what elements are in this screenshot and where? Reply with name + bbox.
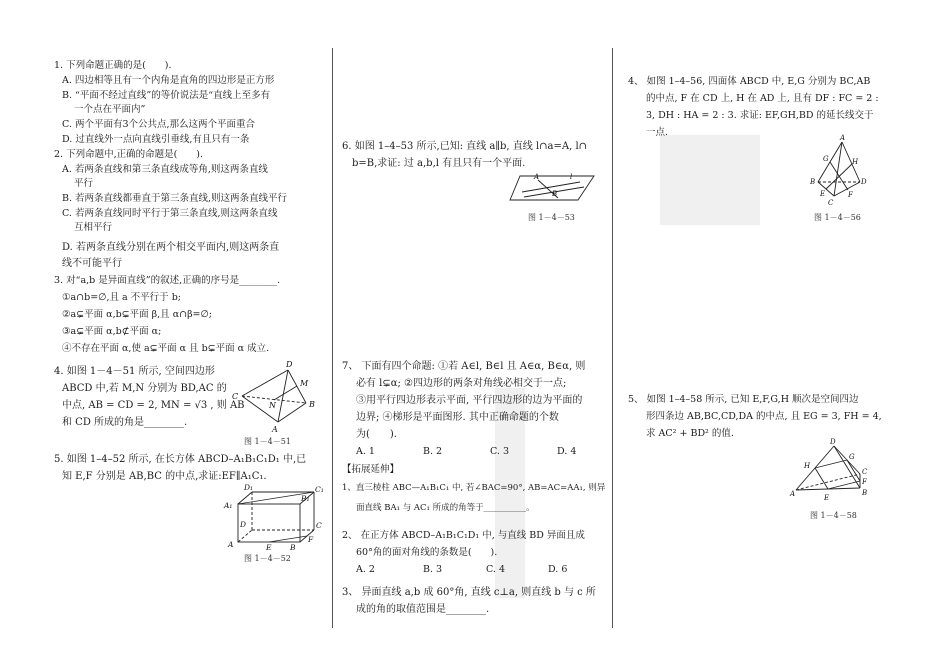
q4-line-3: 中点, AB = CD = 2, MN = √3 , 则 AB: [62, 400, 245, 411]
figure-caption: 图 1－4－58: [810, 511, 857, 520]
label-a: A: [228, 540, 234, 549]
q2-option-a-cont: 平行: [74, 178, 94, 189]
label-g: G: [849, 453, 855, 461]
e2-option-a: A. 2: [356, 564, 375, 575]
q7-option-c: C. 3: [490, 446, 510, 457]
q2-option-b: B. 若两条直线都垂直于第三条直线,则这两条直线平行: [62, 193, 288, 204]
q3-statement-1: ①a∩b=∅,且 a 不平行于 b;: [62, 292, 181, 303]
figure-1-4-58: [790, 438, 870, 502]
figure-1-4-52: [222, 484, 322, 550]
label-b: B: [309, 400, 315, 409]
label-f: F: [848, 191, 853, 199]
extension-section-title: 【拓展延伸】: [342, 464, 400, 475]
q2-option-c: C. 若两条直线同时平行于第三条直线,则这两条直线: [62, 208, 278, 219]
label-a: A: [790, 490, 796, 498]
figure-1-4-56: [808, 134, 868, 208]
e4-line-3: 3, DH : HA = 2 : 3. 求证: EF,GH,BD 的延长线交于: [646, 110, 874, 121]
q3-statement-2: ②a⊊平面 α,b⊊平面 β,且 α∩β=∅;: [62, 309, 212, 320]
e2-option-c: C. 4: [486, 564, 506, 575]
label-n: N: [269, 401, 276, 410]
e4-line-4: 一点.: [646, 127, 669, 138]
label-h: H: [852, 158, 859, 166]
e5-line-3: 求 AC² + BD² 的值.: [646, 428, 734, 439]
q5-line-1: 5. 如图 1–4–52 所示, 在长方体 ABCD–A₁B₁C₁D₁ 中,已: [54, 454, 307, 465]
q4-line-4: 和 CD 所成的角是________.: [62, 417, 188, 428]
q2-option-d-cont: 线不可能平行: [62, 258, 122, 269]
label-c: C: [862, 468, 868, 476]
e2-line-1: 2、 在正方体 ABCD–A₁B₁C₁D₁ 中, 与直线 BD 异面且成: [342, 530, 585, 541]
label-g: G: [823, 155, 829, 163]
q4-line-2: ABCD 中,若 M,N 分别为 BD,AC 的: [62, 383, 227, 394]
label-c: C: [316, 521, 322, 530]
e1-line-2: 面直线 BA₁ 与 AC₁ 所成的角等于__________。: [356, 503, 535, 513]
q2-option-d: D. 若两条直线分别在两个相交平面内,则这两条直: [62, 242, 280, 253]
e4-line-2: 的中点, F 在 CD 上, H 在 AD 上, 且有 DF : FC = 2 :: [646, 93, 879, 104]
label-f: F: [308, 535, 314, 544]
e3-line-1: 3、 异面直线 a,b 成 60°角, 直线 c⊥a, 则直线 b 与 c 所: [342, 587, 596, 598]
q7-line-5: 为( ).: [356, 429, 397, 440]
figure-caption: 图 1－4－56: [814, 213, 861, 222]
label-e: E: [824, 494, 830, 502]
label-b: B: [862, 489, 868, 497]
figure-1-4-51: [228, 358, 318, 438]
figure-caption: 图 1－4－52: [244, 554, 291, 563]
q2-stem: 2. 下列命题中,正确的命题是( ).: [54, 149, 204, 160]
q7-line-4: 边界; ④梯形是平面图形. 其中正确命题的个数: [356, 412, 559, 423]
q3-statement-4: ④不存在平面 α,使 a⊊平面 α 且 b⊊平面 α 成立.: [62, 343, 270, 354]
q7-option-a: A. 1: [356, 446, 375, 457]
q1-option-b-cont: 一个点在平面内”: [74, 104, 146, 115]
scan-shading: [660, 135, 760, 225]
label-a1: A₁: [224, 501, 233, 510]
label-d: D: [286, 360, 293, 369]
q1-stem: 1. 下列命题正确的是( ).: [54, 60, 172, 71]
q7-line-1: 7、 下面有四个命题: ①若 A∈l, B∈l 且 A∈α, B∈α, 则: [342, 361, 586, 372]
e5-line-2: 形四条边 AB,BC,CD,DA 的中点, 且 EG = 3, FH = 4,: [646, 411, 882, 422]
e3-line-2: 成的角的取值范围是________.: [356, 604, 490, 615]
e2-line-2: 60°角的面对角线的条数是( ).: [356, 547, 498, 558]
label-e: E: [820, 190, 826, 198]
label-c1: C₁: [315, 485, 324, 494]
q7-line-2: 必有 l⊊α; ②四边形的两条对角线必相交于一点;: [356, 378, 567, 389]
label-a: A: [840, 134, 846, 142]
label-d: D: [240, 520, 247, 529]
label-l: l: [570, 173, 573, 181]
e4-line-1: 4、 如图 1–4–56, 四面体 ABCD 中, E,G 分别为 BC,AB: [628, 76, 871, 87]
label-d: D: [861, 178, 867, 186]
label-b1: B₁: [301, 494, 310, 503]
figure-caption: 图 1－4－53: [528, 213, 575, 222]
column-separator-left: [332, 48, 333, 628]
q3-statement-3: ③a⊊平面 α,b⊄平面 α;: [62, 326, 162, 337]
label-c: C: [828, 199, 834, 207]
label-a: A: [272, 425, 278, 434]
q7-option-d: D. 4: [557, 446, 577, 457]
q1-option-c: C. 两个平面有3个公共点,那么这两个平面重合: [62, 119, 256, 130]
q2-option-a: A. 若两条直线和第三条直线成等角,则这两条直线: [62, 164, 268, 175]
figure-caption: 图 1－4－51: [244, 437, 291, 446]
e2-option-d: D. 6: [548, 564, 568, 575]
e2-option-b: B. 3: [423, 564, 443, 575]
q1-option-a: A. 四边相等且有一个内角是直角的四边形是正方形: [62, 75, 275, 86]
column-separator-right: [612, 48, 613, 628]
e1-line-1: 1、直三棱柱 ABC—A₁B₁C₁ 中, 若∠BAC=90°, AB=AC=AA₁, 则异: [342, 483, 606, 493]
q3-stem: 3. 对“a,b 是异面直线”的叙述,正确的序号是________.: [54, 275, 281, 286]
q6-line-2: b=B,求证: 过 a,b,l 有且只有一个平面.: [352, 158, 526, 169]
figure-1-4-53: [508, 170, 598, 210]
label-d1: D₁: [244, 483, 254, 492]
q1-option-d: D. 过直线外一点向直线引垂线,有且只有一条: [62, 134, 250, 145]
q1-option-b: B. “平面不经过直线”的等价说法是“直线上至多有: [62, 90, 271, 101]
q4-line-1: 4. 如图 1－4－51 所示, 空间四边形: [54, 366, 215, 377]
q2-option-c-cont: 互相平行: [74, 222, 113, 233]
e5-line-1: 5、 如图 1–4–58 所示, 已知 E,F,G,H 顺次是空间四边: [628, 394, 859, 405]
label-c: C: [232, 392, 239, 401]
q6-line-1: 6. 如图 1–4–53 所示,已知: 直线 a∥b, 直线 l∩a=A, l∩: [342, 141, 588, 152]
q7-option-b: B. 2: [423, 446, 443, 457]
label-d: D: [830, 438, 836, 446]
label-h: H: [804, 462, 811, 470]
q7-line-3: ③用平行四边形表示平面, 平行四边形的边为平面的: [356, 395, 583, 406]
label-b: B: [290, 543, 296, 552]
label-e: E: [266, 543, 272, 552]
label-a: A: [534, 173, 540, 181]
label-m: M: [300, 379, 309, 388]
label-f: F: [862, 478, 867, 486]
label-b: B: [810, 178, 816, 186]
q5-line-2: 知 E,F 分别是 AB,BC 的中点,求证:EF∥A₁C₁.: [62, 471, 267, 482]
label-b: B: [552, 190, 558, 198]
